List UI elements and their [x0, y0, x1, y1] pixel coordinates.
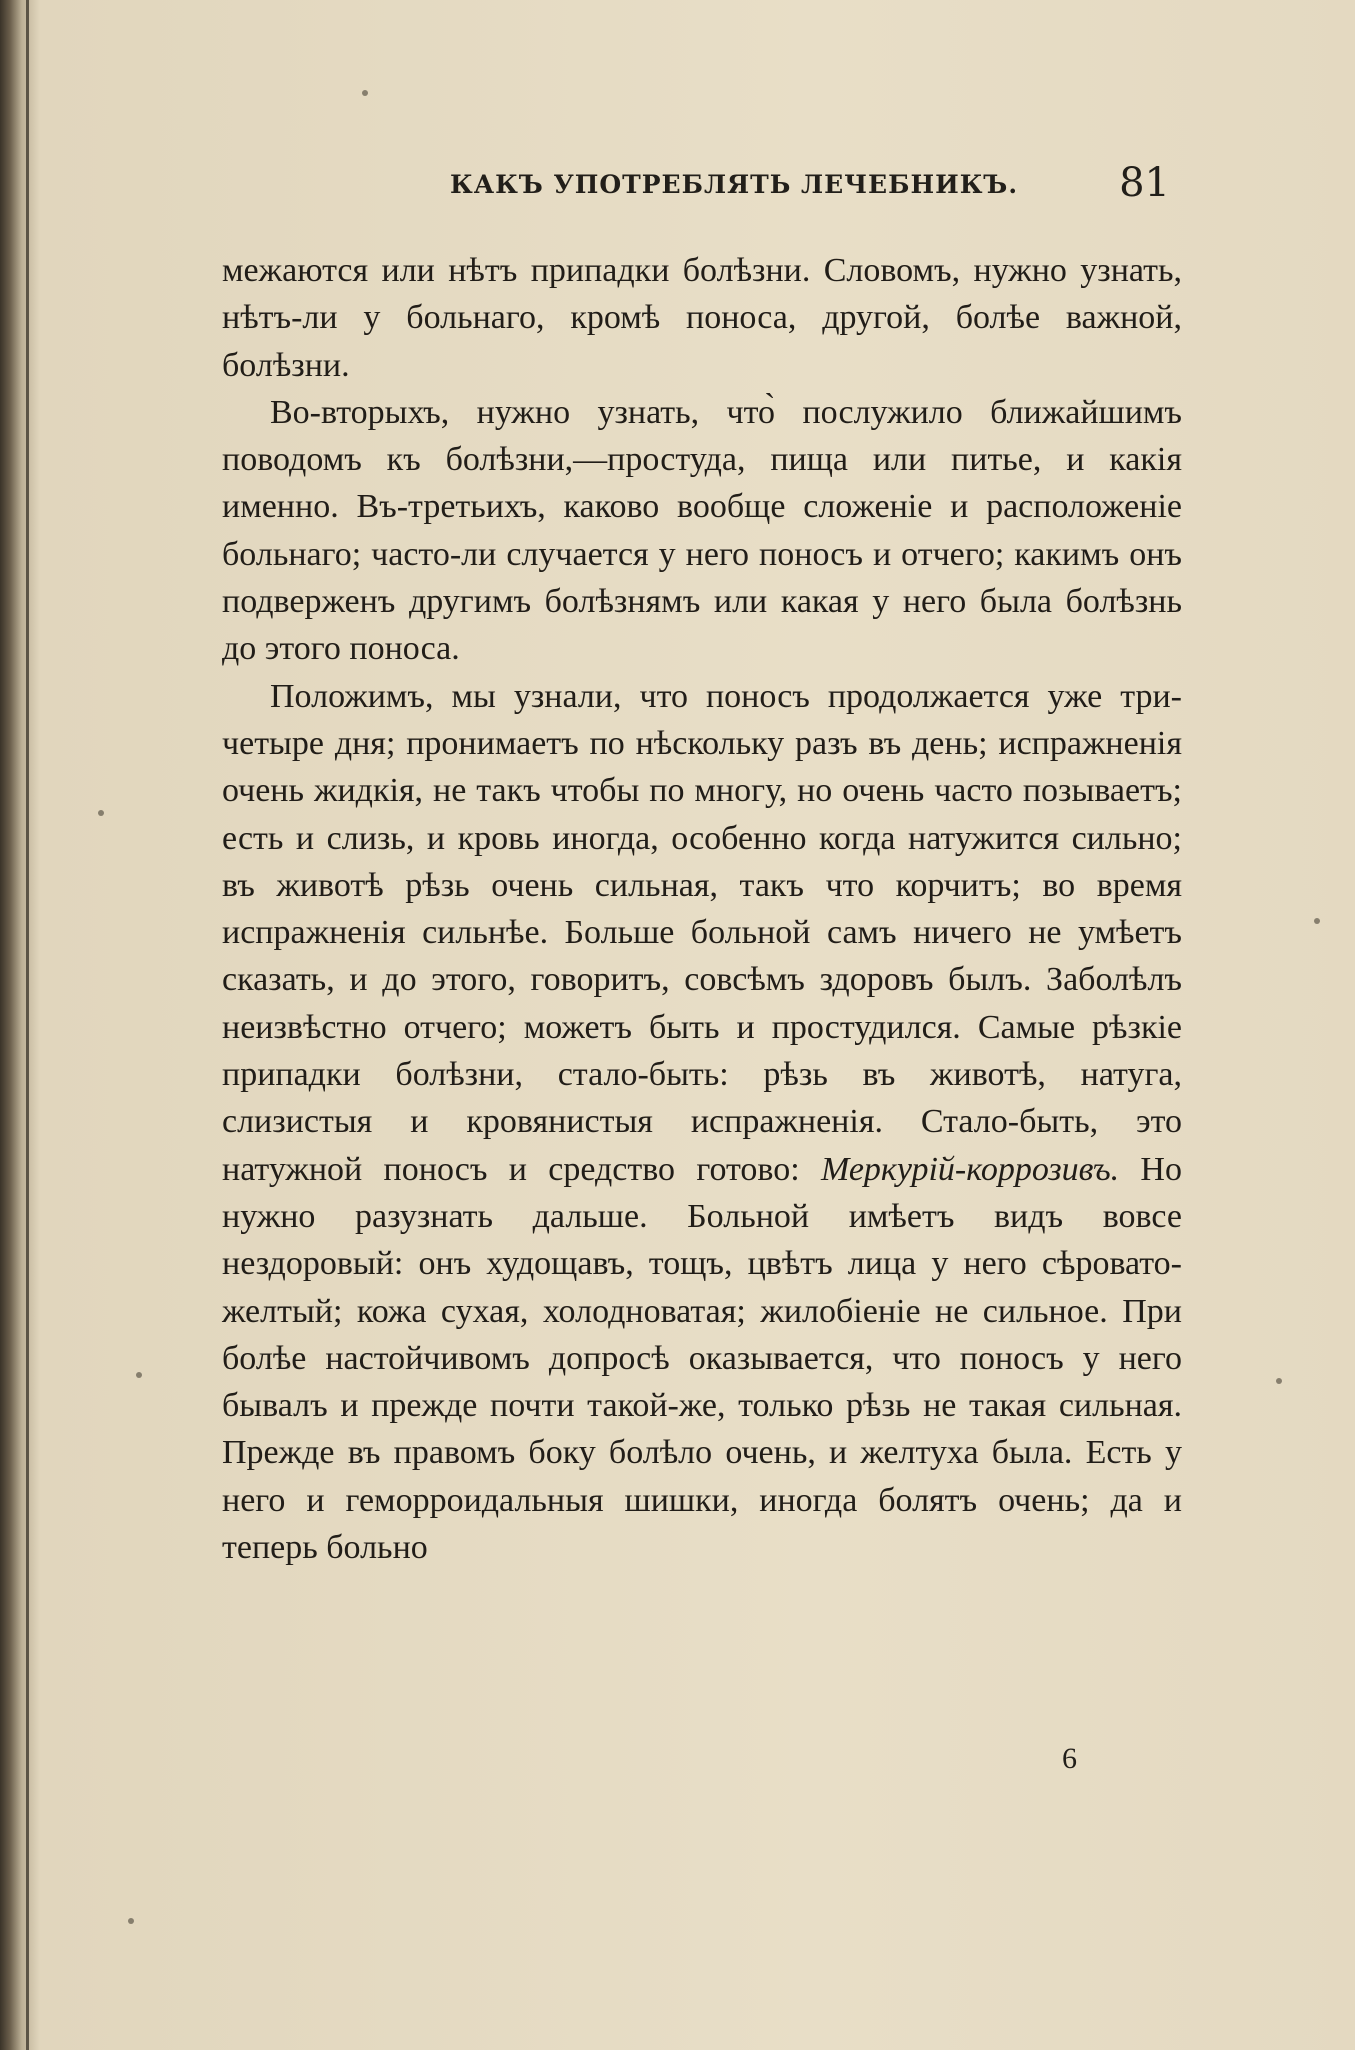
remedy-name: Меркурій-коррозивъ. — [820, 1150, 1120, 1188]
paragraph-continuation: межаются или нѣтъ припадки болѣзни. Словомъ, нужно узнать, нѣтъ-ли у больнаго, кромѣ поноса, другой, болѣе важной, болѣзни. — [222, 252, 1182, 384]
body-text — [222, 247, 1182, 1571]
paragraph-example — [222, 673, 1182, 1572]
ink-speck — [128, 1918, 134, 1924]
ink-speck — [1314, 918, 1320, 924]
signature-mark: 6 — [1062, 1742, 1077, 1775]
page-number: 81 — [1119, 160, 1170, 206]
example-text-before: Положимъ, мы узнали, что поносъ продолжается уже три-четыре дня; пронимаетъ по нѣскольку разъ въ день; испражненія очень жидкія, не такъ чтобы по многу, но очень часто позываетъ; есть и слизь, и кровь иногда, особенно когда натужится сильно; въ животѣ рѣзь очень сильная, такъ что корчитъ; во время испражненія сильнѣе. Больше больной самъ ничего не умѣетъ сказать, и до этого, говоритъ, совсѣмъ здоровъ былъ. Заболѣлъ неизвѣстно отчего; можетъ быть и простудился. Самые рѣзкіе припадки болѣзни, стало-быть: рѣзь въ животѣ, натуга, слизистыя и кровянистыя испражненія. Стало-быть, это натужной поносъ и средство готово: — [222, 677, 1182, 1188]
ink-speck — [1276, 1378, 1282, 1384]
book-page — [150, 0, 1190, 2050]
running-head — [150, 160, 1190, 220]
example-text-after: Но нужно разузнать дальше. Больной имѣетъ видъ вовсе нездоровый: онъ худощавъ, тощъ, цвѣтъ лица у него сѣровато-желтый; кожа сухая, холодноватая; жилобіеніе не сильное. При болѣе настойчивомъ допросѣ оказывается, что поносъ у него бывалъ и прежде почти такой-же, только рѣзь не такая сильная. Прежде въ правомъ боку болѣло очень, и желтуха была. Есть у него и геморроидальныя шишки, иногда болятъ очень; да и теперь больно — [222, 1150, 1182, 1567]
ink-speck — [98, 810, 104, 816]
ink-speck — [136, 1372, 142, 1378]
paragraph-second-point: Во-вторыхъ, нужно узнать, что̀ послужило ближайшимъ поводомъ къ болѣзни,—простуда, пища или питье, и какія именно. Въ-третьихъ, каково вообще сложеніе и расположеніе больнаго; часто-ли случается у него поносъ и отчего; какимъ онъ подверженъ другимъ болѣзнямъ или какая у него была болѣзнь до этого поноса. — [222, 393, 1182, 668]
book-gutter — [26, 0, 29, 2050]
running-title: КАКЪ УПОТРЕБЛЯТЬ ЛЕЧЕБНИКЪ. — [450, 170, 1019, 199]
